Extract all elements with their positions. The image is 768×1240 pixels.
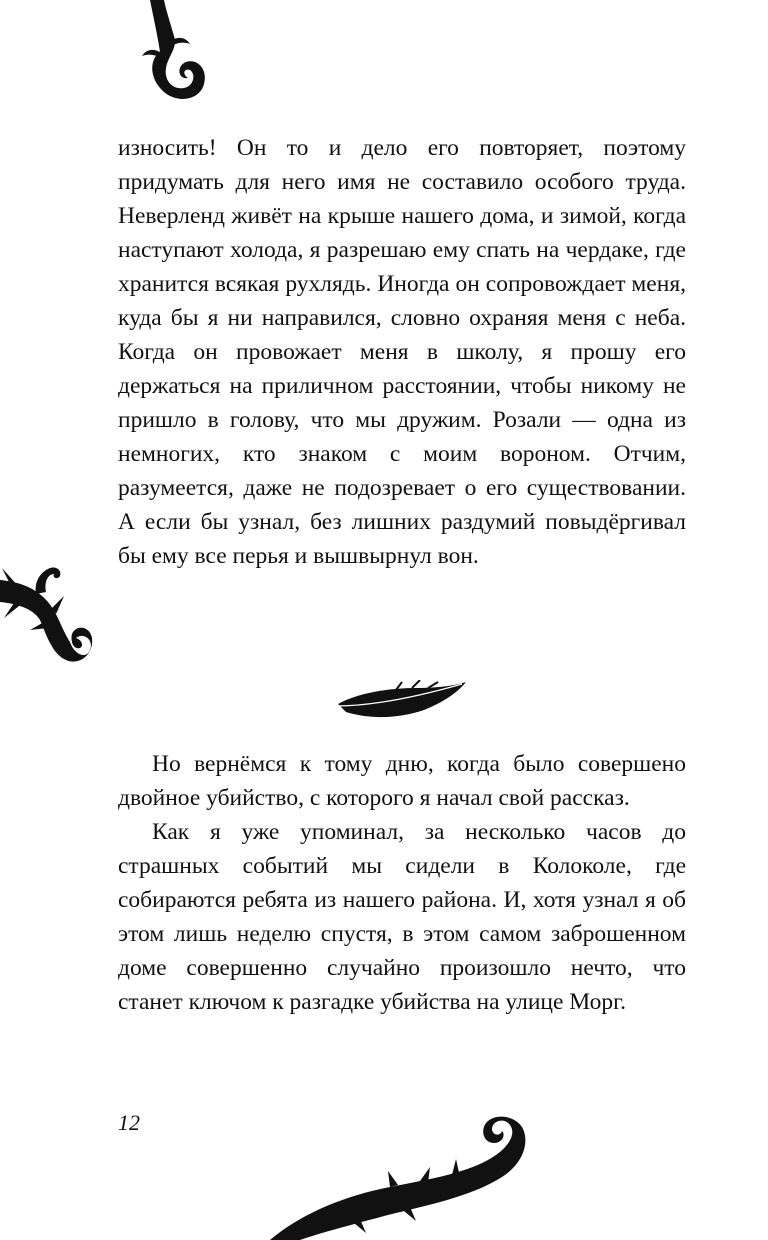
paragraph: Как я уже упоминал, за несколько часов до страшных событий мы сидели в Колоколе, где собираются ребята из нашего района. И, хотя узнал я об этом лишь неделю спустя, в этом самом заброшенном доме совершенно случайно произошло нечто, что станет ключом к разгадке убийства на улице Морг. — [118, 819, 686, 1015]
paragraph: износить! Он то и дело его повторяет, поэтому придумать для него имя не составило особого труда. Неверленд живёт на крыше нашего дома, и зимой, когда наступают холода, я разрешаю ему спать на чердаке, где хранится всякая рухлядь. Иногда он сопровождает меня, куда бы я ни направился, словно охраняя меня с неба. Когда он провожает меня в школу, я прошу его держаться на приличном расстоянии, чтобы никому не пришло в голову, что мы дружим. Розали — одна из немногих, кто знаком с моим вороном. Отчим, разумеется, даже не подозревает о его существовании. А если бы узнал, без лишних раздумий повыдёргивал бы ему все перья и вышвырнул вон. — [118, 135, 686, 569]
page-number: 12 — [118, 1110, 140, 1135]
thorny-vine-icon — [270, 1115, 540, 1240]
thorny-branch-icon — [0, 530, 95, 670]
feather-icon — [336, 680, 468, 722]
text-block-bottom — [118, 747, 686, 1019]
text-block-top — [118, 131, 686, 573]
paragraph: Но вернёмся к тому дню, когда было совершено двойное убийство, с которого я начал свой рассказ. — [118, 751, 686, 811]
curled-vine-icon — [130, 0, 220, 110]
